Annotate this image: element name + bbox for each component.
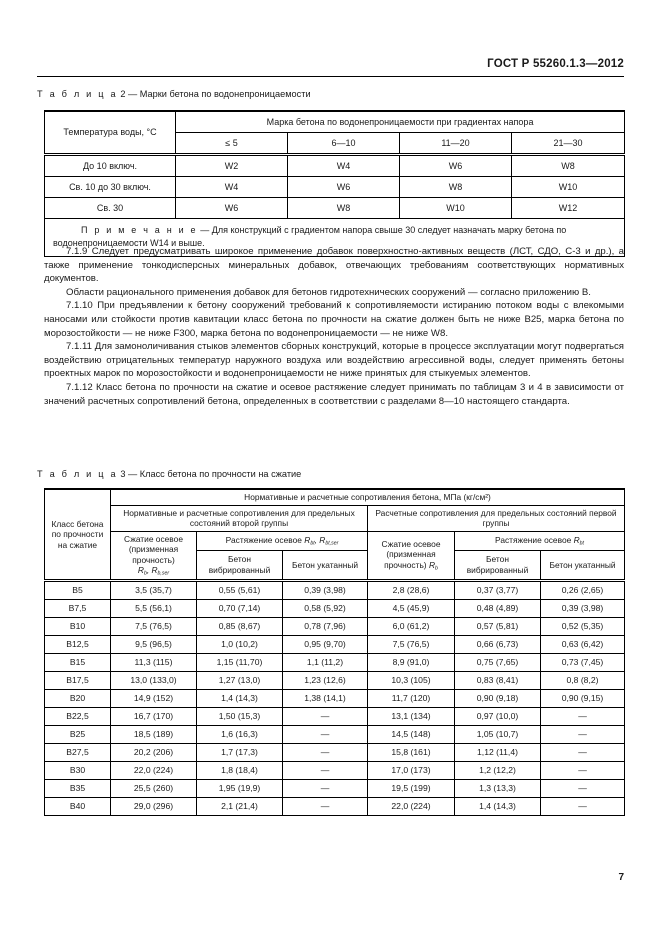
table3-cell-g1-rol: — [541, 797, 625, 815]
table3-cell-g1-comp: 15,8 (161) [368, 743, 455, 761]
table3-cell-g2-vib: 1,50 (15,3) [197, 707, 283, 725]
table3-cell-g2-rol: 1,38 (14,1) [283, 689, 368, 707]
table-2-water-resistance [44, 110, 625, 257]
table3-cell-g2-vib: 1,6 (16,3) [197, 725, 283, 743]
table3-cell-class: В30 [45, 761, 111, 779]
table3-header-row-2 [45, 505, 625, 531]
table3-cell-g1-vib: 1,4 (14,3) [455, 797, 541, 815]
table3-cell-class: В27,5 [45, 743, 111, 761]
table3-cell-class: В7,5 [45, 599, 111, 617]
table3-cell-g2-comp: 3,5 (35,7) [111, 580, 197, 599]
table3-cell-g2-rol: 1,23 (12,6) [283, 671, 368, 689]
table3-cell-g2-comp: 11,3 (115) [111, 653, 197, 671]
table3-caption-title: Класс бетона по прочности на сжатие [139, 469, 302, 479]
table-row [45, 599, 625, 617]
table2-note-dash: — [200, 225, 210, 235]
table3-subheader-g1-compression [368, 531, 455, 580]
table3-subheader-g2-rolled: Бетон укатанный [283, 550, 368, 580]
table3-cell-g2-rol: — [283, 797, 368, 815]
table-row [45, 761, 625, 779]
table3-cell-g2-rol: 0,39 (3,98) [283, 580, 368, 599]
table-row [45, 707, 625, 725]
table3-cell-class: В12,5 [45, 635, 111, 653]
g1-compression-line1: Сжатие осевое [381, 538, 441, 549]
table2-col-header-temperature: Температура воды, °С [45, 111, 176, 155]
table3-cell-g2-vib: 2,1 (21,4) [197, 797, 283, 815]
table3-subheader-g2-compression [111, 531, 197, 580]
table2-caption-dash: — [128, 89, 138, 99]
table3-cell-g1-vib: 1,2 (12,2) [455, 761, 541, 779]
table3-cell-class: В5 [45, 580, 111, 599]
table3-cell-g2-comp: 18,5 (189) [111, 725, 197, 743]
table2-note-text: Для конструкций с градиентом напора свыше 30 следует назначать марку бетона по водонепроницаемости W14 и выше. [53, 225, 567, 249]
table2-cell: W8 [512, 155, 625, 177]
table2-cell: W6 [288, 177, 400, 198]
table3-cell-g2-comp: 25,5 (260) [111, 779, 197, 797]
table3-cell-g2-comp: 7,5 (76,5) [111, 617, 197, 635]
table3-cell-g1-vib: 0,48 (4,89) [455, 599, 541, 617]
table2-cell: W10 [512, 177, 625, 198]
table3-cell-g2-comp: 16,7 (170) [111, 707, 197, 725]
table3-cell-g1-vib: 1,12 (11,4) [455, 743, 541, 761]
table3-cell-g2-vib: 1,15 (11,70) [197, 653, 283, 671]
table3-cell-g1-comp: 8,9 (91,0) [368, 653, 455, 671]
table3-cell-g2-vib: 1,0 (10,2) [197, 635, 283, 653]
table3-cell-g2-rol: 0,58 (5,92) [283, 599, 368, 617]
table2-cell: W8 [400, 177, 512, 198]
table2-cell: W10 [400, 198, 512, 219]
table3-cell-g2-vib: 0,70 (7,14) [197, 599, 283, 617]
table3-cell-g2-vib: 1,4 (14,3) [197, 689, 283, 707]
table-row [45, 743, 625, 761]
table-row [45, 797, 625, 815]
table3-cell-g1-rol: 0,26 (2,65) [541, 580, 625, 599]
table3-group-header-second: Нормативные и расчетные сопротивления для предельных состояний второй группы [111, 505, 368, 531]
table3-cell-g1-comp: 10,3 (105) [368, 671, 455, 689]
g2-compression-symbol: $R_b$, $R_{b,ser}$ [137, 565, 170, 577]
table3-cell-g2-comp: 5,5 (56,1) [111, 599, 197, 617]
table-3-compressive-strength [44, 488, 625, 816]
table3-cell-g1-vib: 0,75 (7,65) [455, 653, 541, 671]
table3-cell-g2-comp: 29,0 (296) [111, 797, 197, 815]
paragraph-7-1-10: 7.1.10 При предъявлении к бетону сооружений требований к сопротивляемости истиранию потоком воды с влекомыми наносами или стойкости против кавитации класс бетона по прочности на сжатие должен быть не ниже В25, марка бетона по морозостойкости — не ниже F300, марка бетона по водонепроницаемости — не ниже W8. [44, 300, 624, 339]
table3-caption-number: 3 [120, 469, 126, 479]
table2-cell: W4 [176, 177, 288, 198]
table3-cell-g2-comp: 9,5 (96,5) [111, 635, 197, 653]
table3-cell-g2-vib: 0,55 (5,61) [197, 580, 283, 599]
table2-gradient-header-2: 11—20 [400, 133, 512, 155]
table2-caption [37, 89, 311, 99]
table2-cell: W8 [288, 198, 400, 219]
table3-cell-g2-rol: — [283, 725, 368, 743]
table3-subheader-g2-vibrated: Бетон вибрированный [197, 550, 283, 580]
table3-cell-g2-vib: 1,95 (19,9) [197, 779, 283, 797]
table3-subheader-g1-tension [455, 531, 625, 550]
table3-cell-g1-comp: 14,5 (148) [368, 725, 455, 743]
table-row [45, 198, 625, 219]
table3-body [45, 580, 625, 815]
paragraph-additives-scope: Области рационального применения добавок для бетонов гидротехнических сооружений — согласно приложению В. [66, 286, 591, 298]
table3-cell-g1-rol: — [541, 743, 625, 761]
table2-caption-title: Марки бетона по водонепроницаемости [139, 89, 311, 99]
table-row [45, 177, 625, 198]
table3-cell-g1-vib: 1,3 (13,3) [455, 779, 541, 797]
header-divider-rule [37, 76, 624, 77]
paragraph-7-1-12: 7.1.12 Класс бетона по прочности на сжатие и осевое растяжение следует принимать по таблицам 3 и 4 в зависимости от значений расчетных сопротивлений бетона, определенных в соответствии с разделами 8—10 настоящего стандарта. [44, 382, 624, 407]
table3-cell-g1-rol: 0,52 (5,35) [541, 617, 625, 635]
table2-header-row-1 [45, 111, 625, 133]
table2-cell: W4 [288, 155, 400, 177]
table3-cell-g1-vib: 0,57 (5,81) [455, 617, 541, 635]
body-paragraphs [44, 245, 624, 408]
table3-cell-class: В22,5 [45, 707, 111, 725]
table3-cell-g1-comp: 4,5 (45,9) [368, 599, 455, 617]
table-row [45, 617, 625, 635]
table3-cell-g2-comp: 22,0 (224) [111, 761, 197, 779]
table3-caption [37, 469, 301, 479]
table3-caption-dash: — [128, 469, 138, 479]
table3-cell-g2-comp: 14,9 (152) [111, 689, 197, 707]
table3-cell-g1-rol: — [541, 761, 625, 779]
table-row [45, 580, 625, 599]
table3-cell-g1-rol: — [541, 725, 625, 743]
table3-cell-g1-rol: 0,90 (9,15) [541, 689, 625, 707]
table3-subheader-g2-tension [197, 531, 368, 550]
table3-col-header-class: Класс бетона по прочности на сжатие [45, 489, 111, 580]
table3-cell-g1-comp: 13,1 (134) [368, 707, 455, 725]
table-row [45, 653, 625, 671]
g1-tension-text: Растяжение осевое $R_{bt}$ [495, 534, 584, 546]
table3-cell-g1-comp: 6,0 (61,2) [368, 617, 455, 635]
table3-header-row-1 [45, 489, 625, 505]
standard-identifier: ГОСТ Р 55260.1.3—2012 [487, 58, 624, 70]
table3-cell-g2-rol: 0,95 (9,70) [283, 635, 368, 653]
table3-cell-g2-rol: — [283, 707, 368, 725]
table2-row-label: Св. 10 до 30 включ. [45, 177, 176, 198]
table3-cell-g1-comp: 22,0 (224) [368, 797, 455, 815]
table2-row-label: Св. 30 [45, 198, 176, 219]
table3-cell-class: В15 [45, 653, 111, 671]
table3-cell-class: В25 [45, 725, 111, 743]
g2-tension-text: Растяжение осевое $R_{bt}$, $R_{bt,ser}$ [225, 534, 339, 546]
table3-cell-class: В35 [45, 779, 111, 797]
table3-cell-g2-vib: 1,7 (17,3) [197, 743, 283, 761]
table3-cell-g1-rol: — [541, 707, 625, 725]
table3-caption-label: Т а б л и ц а [37, 469, 118, 479]
table3-cell-g1-vib: 0,97 (10,0) [455, 707, 541, 725]
table2-gradient-header-3: 21—30 [512, 133, 625, 155]
table2-gradient-header-1: 6—10 [288, 133, 400, 155]
table-row [45, 725, 625, 743]
table2-caption-label: Т а б л и ц а [37, 89, 118, 99]
table3-subheader-g1-vibrated: Бетон вибрированный [455, 550, 541, 580]
table3-cell-g2-comp: 13,0 (133,0) [111, 671, 197, 689]
table3-cell-g2-rol: 0,78 (7,96) [283, 617, 368, 635]
paragraph-7-1-9: 7.1.9 Следует предусматривать широкое применение добавок поверхностно-активных веществ (ЛСТ, СДО, С-3 и др.), а также применение тонкодисперсных минеральных добавок, отвечающих требованиям соответствующих нормативных документов. [44, 246, 624, 285]
table3-cell-g1-comp: 2,8 (28,6) [368, 580, 455, 599]
table3-cell-class: В17,5 [45, 671, 111, 689]
table2-col-header-grade-span: Марка бетона по водонепроницаемости при градиентах напора [176, 111, 625, 133]
table3-cell-g1-comp: 11,7 (120) [368, 689, 455, 707]
table3-cell-g1-vib: 0,90 (9,18) [455, 689, 541, 707]
table3-cell-class: В40 [45, 797, 111, 815]
table3-cell-class: В20 [45, 689, 111, 707]
table3-cell-g2-rol: 1,1 (11,2) [283, 653, 368, 671]
table3-cell-g1-rol: 0,63 (6,42) [541, 635, 625, 653]
table3-cell-g1-vib: 0,66 (6,73) [455, 635, 541, 653]
table-row [45, 635, 625, 653]
table3-cell-g2-comp: 20,2 (206) [111, 743, 197, 761]
table3-col-header-resistances-span: Нормативные и расчетные сопротивления бетона, МПа (кг/см²) [111, 489, 625, 505]
table-row [45, 671, 625, 689]
table3-cell-g1-vib: 0,83 (8,41) [455, 671, 541, 689]
table3-cell-g1-rol: 0,73 (7,45) [541, 653, 625, 671]
table2-cell: W12 [512, 198, 625, 219]
table3-cell-g1-rol: 0,8 (8,2) [541, 671, 625, 689]
table2-caption-number: 2 [120, 89, 126, 99]
g2-compression-line2: (призменная прочность) [128, 544, 179, 565]
table3-cell-g1-comp: 19,5 (199) [368, 779, 455, 797]
table3-cell-g2-vib: 0,85 (8,67) [197, 617, 283, 635]
table3-cell-g2-rol: — [283, 761, 368, 779]
table3-subheader-g1-rolled: Бетон укатанный [541, 550, 625, 580]
table3-cell-g1-comp: 17,0 (173) [368, 761, 455, 779]
g1-compression-line2: (призменная прочность) $R_b$ [384, 549, 438, 572]
table3-cell-g2-rol: — [283, 779, 368, 797]
table2-gradient-header-0: ≤ 5 [176, 133, 288, 155]
table3-header-row-3 [45, 531, 625, 550]
table2-cell: W6 [176, 198, 288, 219]
table2-row-label: До 10 включ. [45, 155, 176, 177]
table2-cell: W2 [176, 155, 288, 177]
page-number: 7 [618, 872, 624, 883]
table3-cell-g1-rol: — [541, 779, 625, 797]
paragraph-7-1-11: 7.1.11 Для замоноличивания стыков элементов сборных конструкций, которые в процессе эксплуатации могут подвергаться воздействию отрицательных температур наружного воздуха или воздействию агрессивной воды, следует применять бетоны проектных марок по морозостойкости и водонепроницаемости не ниже принятых для стыкуемых элементов. [44, 341, 624, 380]
table3-cell-g2-vib: 1,27 (13,0) [197, 671, 283, 689]
table-row [45, 689, 625, 707]
table3-group-header-first: Расчетные сопротивления для предельных состояний первой группы [368, 505, 625, 531]
table2-cell: W6 [400, 155, 512, 177]
table3-cell-class: В10 [45, 617, 111, 635]
table3-cell-g1-vib: 0,37 (3,77) [455, 580, 541, 599]
table-row [45, 779, 625, 797]
table3-cell-g2-vib: 1,8 (18,4) [197, 761, 283, 779]
table3-cell-g1-vib: 1,05 (10,7) [455, 725, 541, 743]
table3-cell-g2-rol: — [283, 743, 368, 761]
table3-cell-g1-rol: 0,39 (3,98) [541, 599, 625, 617]
table2-note-label: П р и м е ч а н и е [81, 225, 198, 235]
table-row [45, 155, 625, 177]
table3-cell-g1-comp: 7,5 (76,5) [368, 635, 455, 653]
g2-compression-line1: Сжатие осевое [124, 533, 183, 544]
